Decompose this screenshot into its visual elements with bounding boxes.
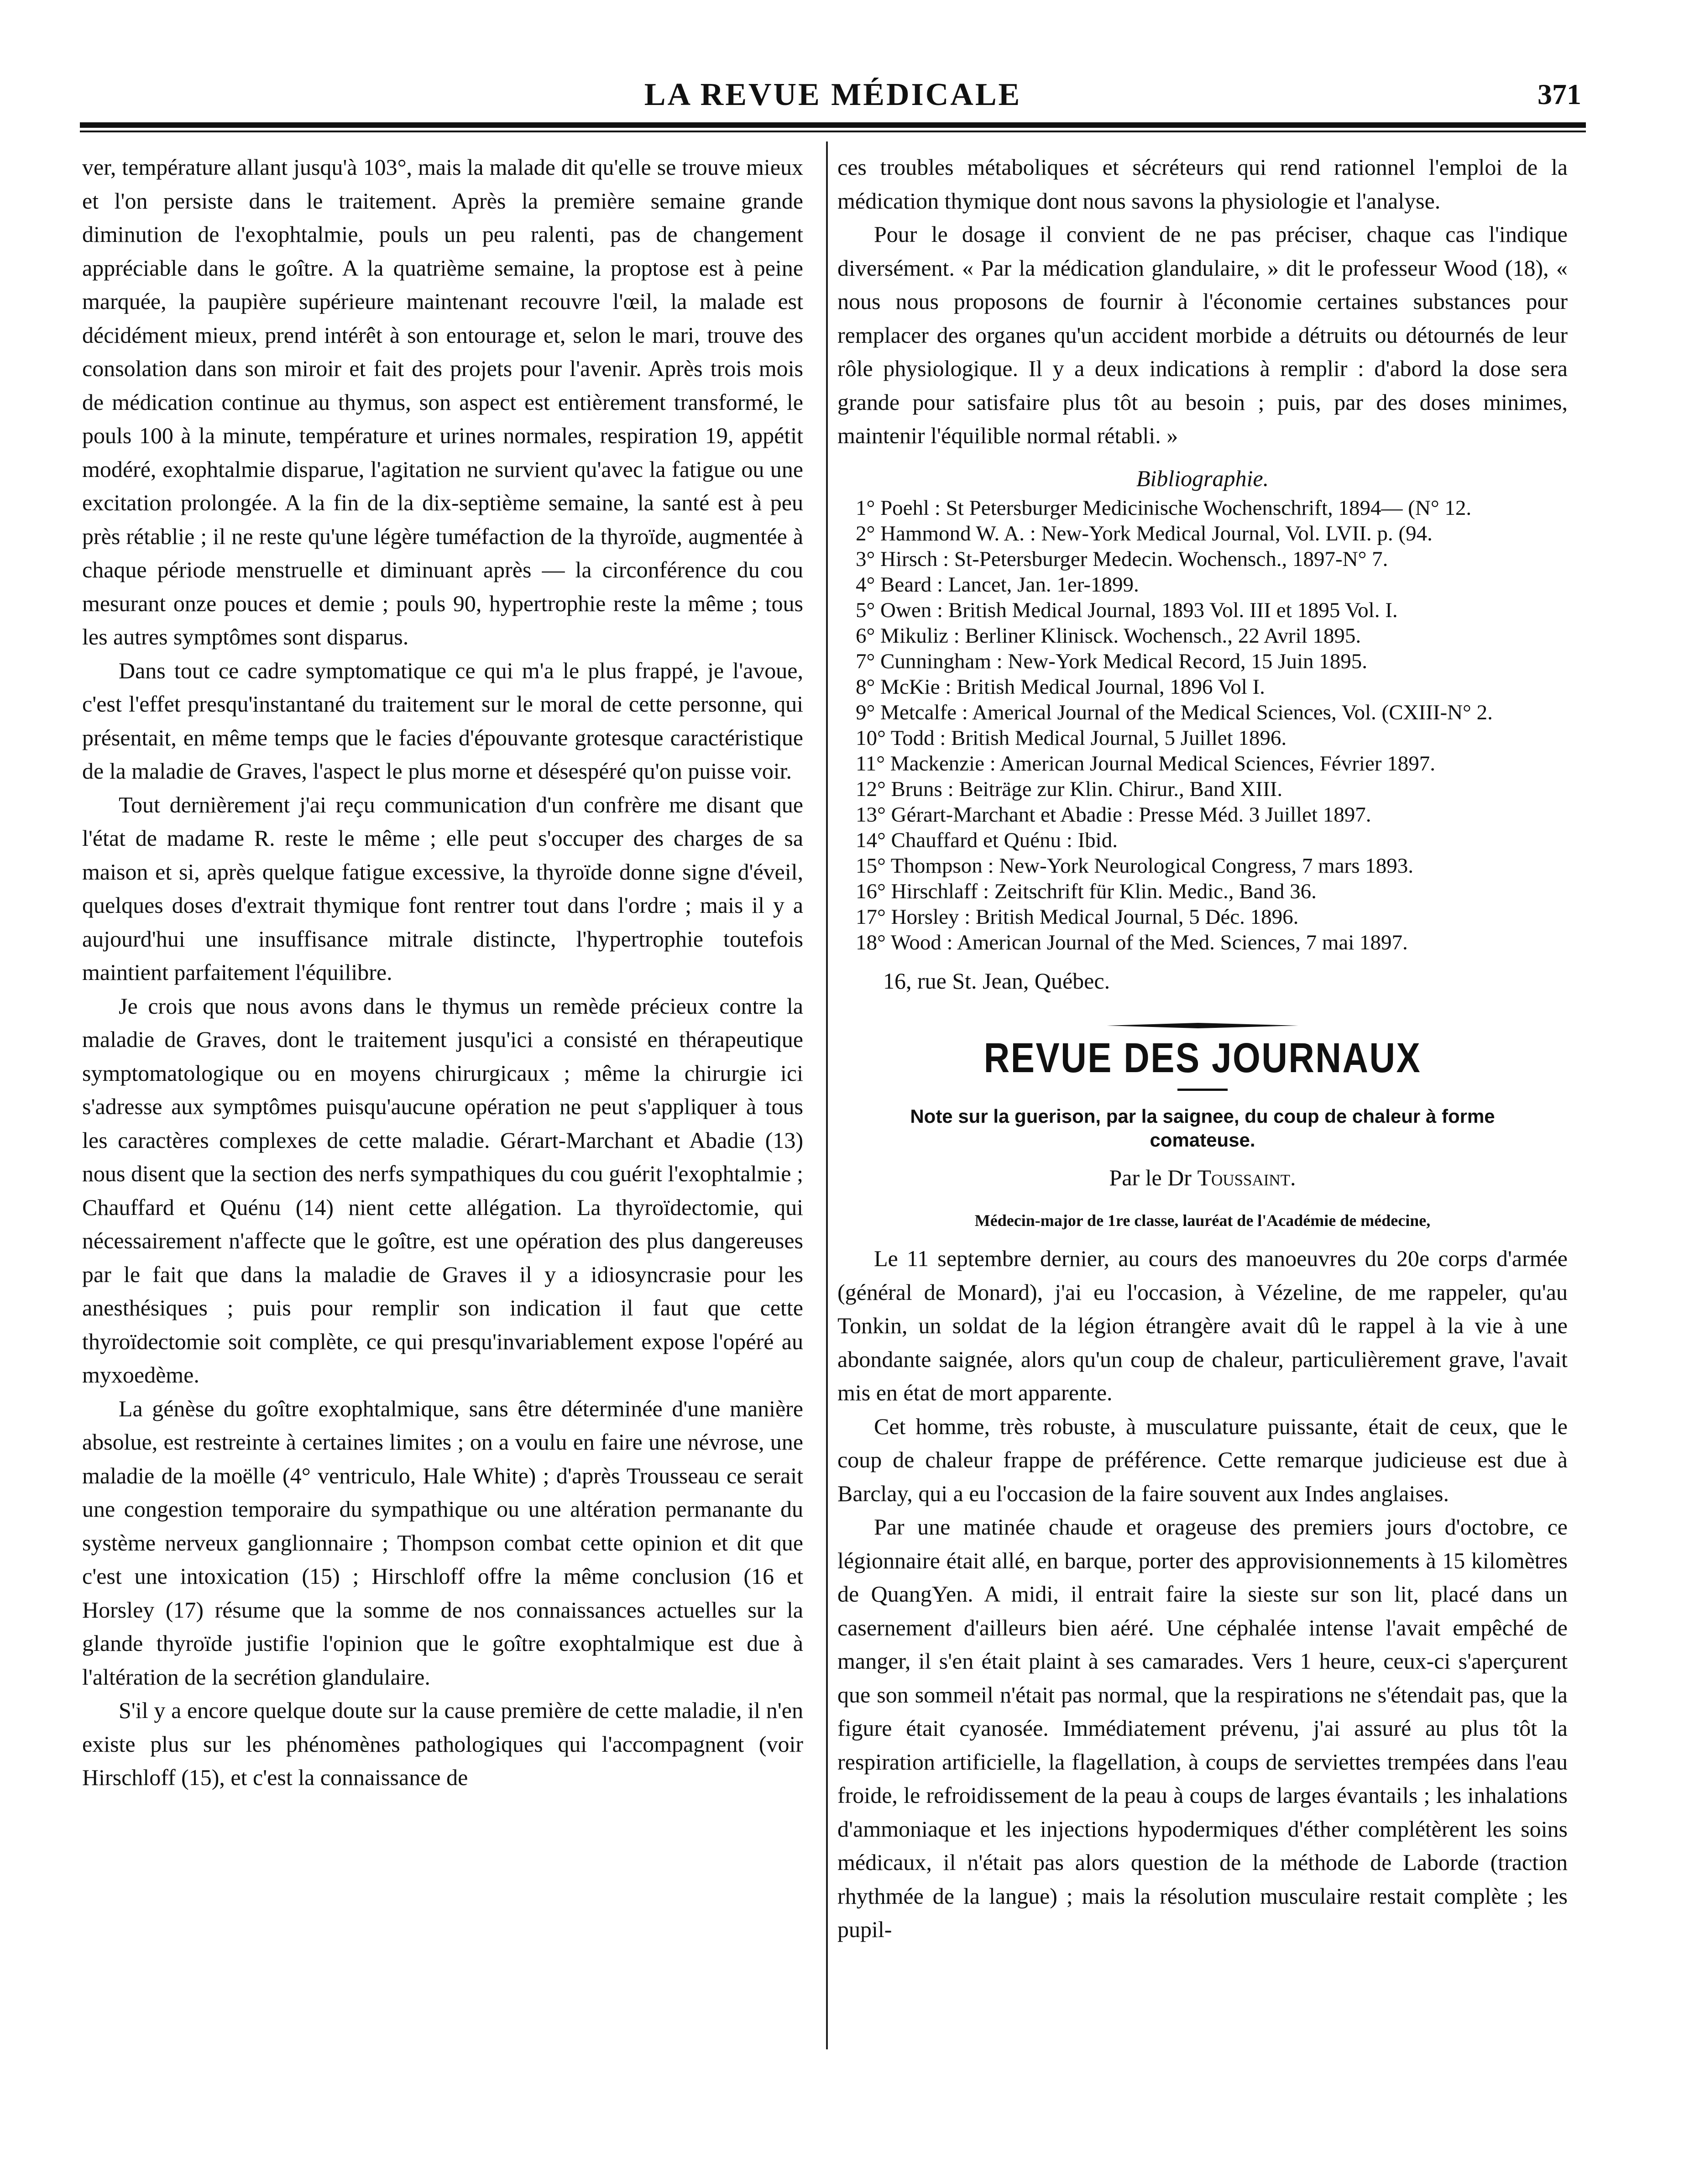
column-divider [826,141,828,2049]
body-paragraph: Dans tout ce cadre symptomatique ce qui m'a le plus frappé, je l'avoue, c'est l'effet presqu'instantané du traitement sur le moral de cette personne, qui présentait, en même temps que le facies d'épouvante grotesque caractéristique de la maladie de Graves, l'aspect le plus morne et désespéré qu'on puisse voir. [82,657,803,784]
bibliography-entry: 15° Thompson : New-York Neurological Congress, 7 mars 1893. [856,854,1413,878]
bibliography-entry: 9° Metcalfe : Americal Journal of the Medical Sciences, Vol. (CXIII-N° 2. [856,701,1493,724]
bibliography-entry: 4° Beard : Lancet, Jan. 1er-1899. [856,573,1139,597]
bibliography-entry: 16° Hirschlaff : Zeitschrift für Klin. Medic., Band 36. [856,880,1317,903]
bibliography-entry: 2° Hammond W. A. : New-York Medical Journal, Vol. LVII. p. (94. [856,522,1433,545]
bibliography-entry: 8° McKie : British Medical Journal, 1896 Vol I. [856,675,1265,699]
byline-author: Toussaint. [1197,1165,1296,1190]
article-byline [837,1161,1568,1195]
bibliography-entry: 11° Mackenzie : American Journal Medical Sciences, Février 1897. [856,752,1435,775]
body-paragraph: Le 11 septembre dernier, au cours des manoeuvres du 20e corps d'armée (général de Monard), j'ai eu l'occasion, à Vézeline, de me rappeler, qu'au Tonkin, un soldat de la légion étrangère avait dû le rappel à la vie à une abondante saignée, alors qu'un coup de chaleur, particulièrement grave, l'avait mis en état de mort apparente. [837,1246,1568,1405]
body-paragraph: S'il y a encore quelque doute sur la cause première de cette maladie, il n'en existe plus sur les phénomènes pathologiques qui l'accompagnent (voir Hirschloff (15), et c'est la connaissance de [82,1697,803,1790]
page-number: 371 [1538,78,1581,110]
header-rule-thick [80,122,1586,128]
bibliography-entry: 12° Bruns : Beiträge zur Klin. Chirur., Band XIII. [856,777,1283,801]
bibliography-entry: 18° Wood : American Journal of the Med. Sciences, 7 mai 1897. [856,931,1408,954]
body-paragraph: ver, température allant jusqu'à 103°, mais la malade dit qu'elle se trouve mieux et l'on persiste dans le traitement. Après la première semaine grande diminution de l'exophtalmie, pouls un peu ralenti, pas de changement appréciable dans le goître. A la quatrième semaine, la proptose est à peine marquée, la paupière supérieure maintenant recouvre l'œil, la malade est décidément mieux, prend intérêt à son entourage et, selon le mari, trouve des consolation dans son miroir et fait des projets pour l'avenir. Après trois mois de médication continue au thymus, son aspect est entièrement transformé, le pouls 100 à la minute, température et urines normales, respiration 19, appétit modéré, exophtalmie disparue, l'agitation ne survient qu'avec la fatigue ou une excitation prolongée. A la fin de la dix-septième semaine, la santé est à peu près rétablie ; il ne reste qu'une légère tuméfaction de la thyroïde, augmentée à chaque période menstruelle et diminuant après — la circonférence du cou mesurant onze pouces et demie ; pouls 90, hypertrophie reste la même ; tous les autres symptômes sont disparus. [82,154,803,649]
body-paragraph: Tout dernièrement j'ai reçu communication d'un confrère me disant que l'état de madame R. reste le même ; elle peut s'occuper des charges de sa maison et si, après quelque fatigue excessive, la thyroïde donne signe d'éveil, quelques doses d'extrait thymique font rentrer tout dans l'ordre ; mais il y a aujourd'hui une insuffisance mitrale distincte, l'hypertrophie toutefois maintient parfaitement l'équilibre. [82,791,803,985]
section-title-rule [1177,1089,1228,1091]
bibliography-entry: 3° Hirsch : St-Petersburger Medecin. Wochensch., 1897-N° 7. [856,547,1388,571]
bibliography-entry: 13° Gérart-Marchant et Abadie : Presse Méd. 3 Juillet 1897. [856,803,1371,827]
body-paragraph: Par une matinée chaude et orageuse des premiers jours d'octobre, ce légionnaire était allé, en barque, porter des approvisionnements à 15 kilomètres de QuangYen. A midi, il entrait faire la sieste sur son lit, placé dans un casernement d'ailleurs bien aéré. Une céphalée intense l'avait empêché de manger, il s'en était plaint à ses camarades. Vers 1 heure, ceux-ci s'aperçurent que son sommeil n'était pas normal, que la respirations ne s'étendait pas, que la figure était cyanosée. Immédiatement prévenu, j'ai assuré au plus tôt la respiration artificielle, la flagellation, à coups de serviettes trempées dans l'eau froide, le refroidissement de la peau à coups de larges évantails ; les inhalations d'ammoniaque et les injections hypodermiques d'éther complétèrent les soins médicaux, il n'était pas alors question de la méthode de Laborde (traction rhythmée de la langue) ; mais la résolution musculaire restait complète ; les pupil- [837,1514,1568,1942]
body-paragraph: ces troubles métaboliques et sécréteurs qui rend rationnel l'emploi de la médication thymique dont nous savons la physiologie et l'analyse. [837,154,1568,214]
bibliography-entry: 14° Chauffard et Quénu : Ibid. [856,828,1118,852]
body-paragraph: Pour le dosage il convient de ne pas préciser, chaque cas l'indique diversément. « Par la médication glandulaire, » dit le professeur Wood (18), « nous nous proposons de fournir à l'économie certaines substances pour remplacer des organes qu'un accident morbide a détruits ou détournés de leur rôle physiologique. Il y a deux indications à remplir : d'abord la dose sera grande pour satisfaire plus tôt au besoin ; puis, par des doses minimes, maintenir l'équilible normal rétabli. » [837,221,1568,448]
left-column [82,151,803,1795]
author-address: 16, rue St. Jean, Québec. [883,968,1110,994]
right-column [837,151,1568,1947]
bibliography-entry: 5° Owen : British Medical Journal, 1893 Vol. III et 1895 Vol. I. [856,598,1398,622]
section-ornament [1107,1019,1298,1032]
body-paragraph: Je crois que nous avons dans le thymus un remède précieux contre la maladie de Graves, dont le traitement jusqu'ici a consisté en thérapeutique symptomatologique ou en moyens chirurgicaux ; même la chirurgie ici s'adresse aux symptômes puisqu'aucune opération ne peut s'appliquer à tous les caractères complexes de cette maladie. Gérart-Marchant et Abadie (13) nous disent que la section des nerfs sympathiques du cou guérit l'exophtalmie ; Chauffard et Quénu (14) nient cette allégation. La thyroïdectomie, qui nécessairement n'affecte que le goître, est une opération des plus dangereuses par le fait que dans la maladie de Graves il y a idiosyncrasie pour les anesthésiques ; puis pour remplir son indication il faut que cette thyroïdectomie soit complète, ce qui presqu'invariablement expose l'opéré au myxoedème. [82,993,803,1388]
article-title: Note sur la guerison, par la saignee, du coup de chaleur à forme comateuse. [910,1105,1495,1151]
body-paragraph: Cet homme, très robuste, à musculature puissante, était de ceux, que le coup de chaleur frappe de préférence. Cette remarque judicieuse est due à Barclay, qui a eu l'occasion de la faire souvent aux Indes anglaises. [837,1413,1568,1506]
bibliography-entry: 6° Mikuliz : Berliner Klinisck. Wochensch., 22 Avril 1895. [856,624,1361,648]
page-header [80,68,1586,128]
bibliography-entry: 1° Poehl : St Petersburger Medicinische Wochenschrift, 1894— (N° 12. [856,496,1472,520]
bibliography-heading: Bibliographie. [1136,465,1269,491]
bibliography-entry: 7° Cunningham : New-York Medical Record, 15 Juin 1895. [856,649,1368,673]
bibliography-list [837,495,1568,955]
bibliography-entry: 10° Todd : British Medical Journal, 5 Juillet 1896. [856,726,1287,750]
bibliography-entry: 17° Horsley : British Medical Journal, 5 Déc. 1896. [856,905,1299,929]
header-rule-thin [80,131,1586,132]
section-title: REVUE DES JOURNAUX [983,1034,1422,1081]
journal-title: LA REVUE MÉDICALE [644,77,1022,112]
author-affiliation: Médecin-major de 1re classe, lauréat de l'Académie de médecine, [974,1211,1431,1230]
byline-prefix: Par le Dr [1109,1165,1192,1190]
body-paragraph: La génèse du goître exophtalmique, sans être déterminée d'une manière absolue, est restreinte à certaines limites ; on a voulu en faire une névrose, une maladie de la moëlle (4° ventriculo, Hale White) ; d'après Trousseau ce serait une congestion temporaire du sympathique ou une altération permanante du système nerveux ganglionnaire ; Thompson combat cette opinion et dit que c'est une intoxication (15) ; Hirschloff offre la même conclusion (16 et Horsley (17) résume que la somme de nos connaissances actuelles sur la glande thyroïde justifie l'opinion que le goître exophtalmique est due à l'altération de la secrétion glandulaire. [82,1395,803,1690]
